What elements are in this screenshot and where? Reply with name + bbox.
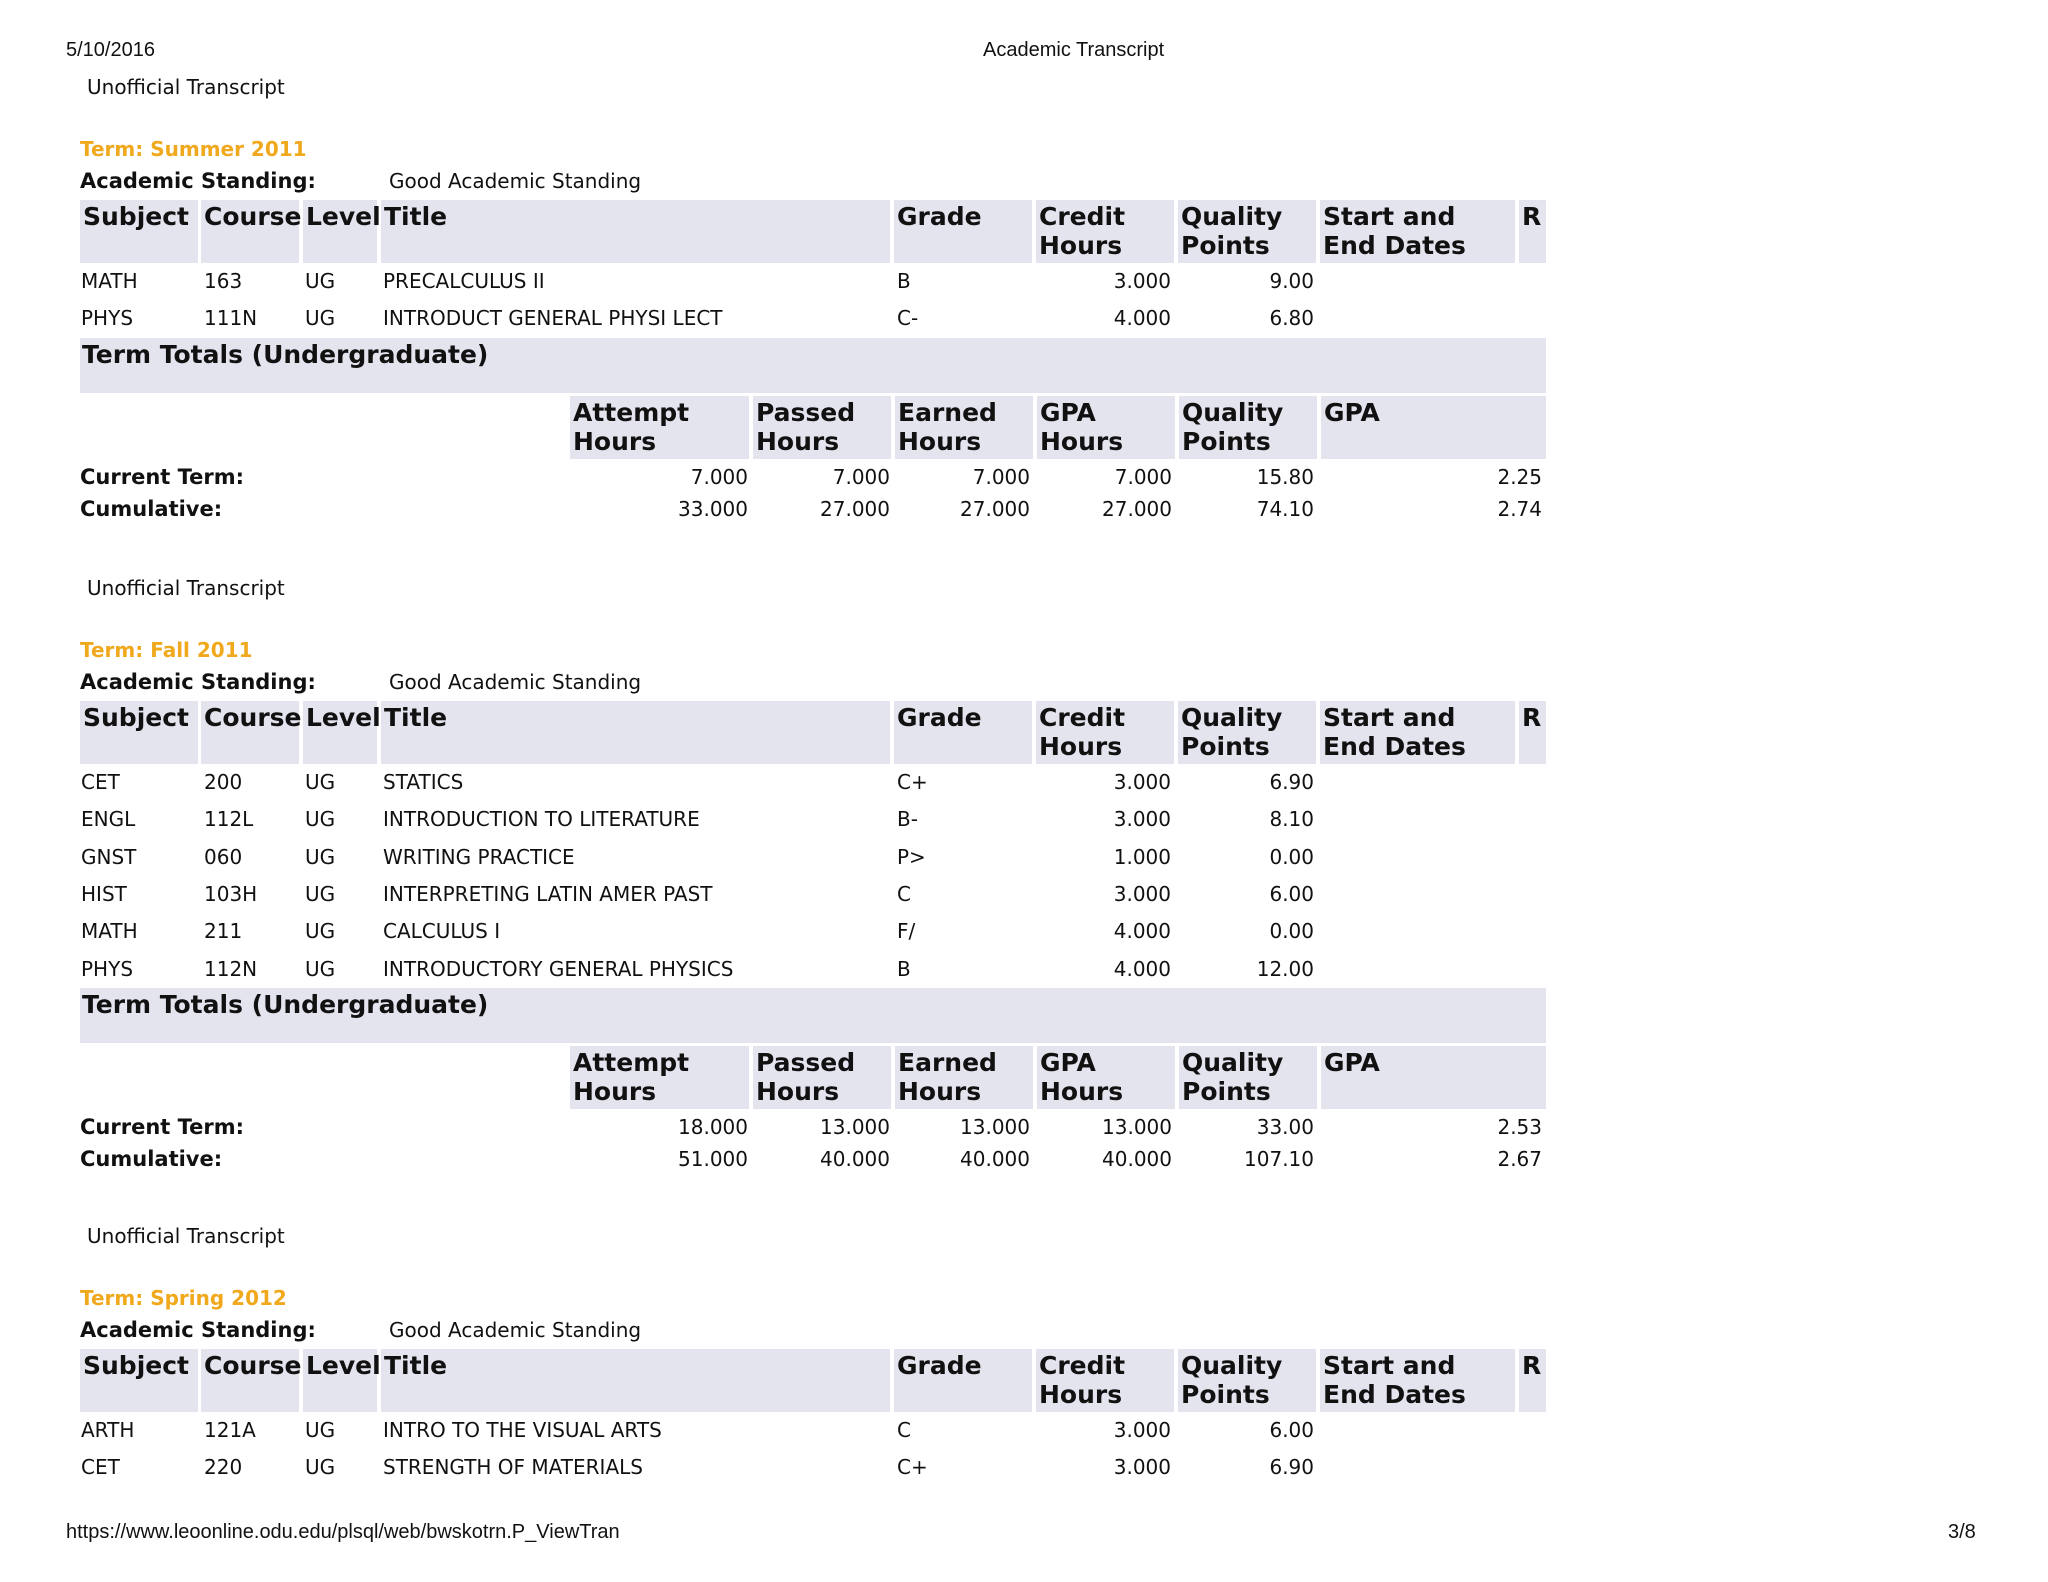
- course-cell: MATH: [81, 269, 138, 293]
- standing-label: Academic Standing:: [80, 1318, 316, 1342]
- course-header: R: [1519, 200, 1546, 263]
- cumulative-label: Cumulative:: [80, 1146, 223, 1171]
- totals-cell: 2.25: [1497, 464, 1542, 489]
- page-title: Academic Transcript: [983, 39, 1165, 61]
- standing-label: Academic Standing:: [80, 670, 316, 694]
- totals-header: Quality Points: [1179, 396, 1317, 459]
- course-cell: INTRODUCT GENERAL PHYSI LECT: [383, 306, 723, 331]
- course-cell: 0.00: [1269, 844, 1314, 869]
- totals-header: Quality Points: [1179, 1046, 1317, 1109]
- course-cell: UG: [305, 844, 336, 869]
- totals-cell: 13.000: [960, 1114, 1030, 1139]
- term-totals-title: Term Totals (Undergraduate): [82, 989, 489, 1019]
- course-cell: GNST: [81, 844, 137, 869]
- course-cell: B: [897, 956, 911, 981]
- totals-cell: 27.000: [820, 496, 890, 521]
- course-cell: 6.80: [1269, 306, 1314, 331]
- course-header: Course: [201, 701, 299, 764]
- course-header: Subject: [80, 1349, 198, 1412]
- course-cell: INTRO TO THE VISUAL ARTS: [383, 1418, 662, 1442]
- totals-cell: 107.10: [1244, 1146, 1314, 1171]
- course-cell: 200: [204, 770, 243, 794]
- course-header: R: [1519, 1349, 1546, 1412]
- course-cell: 112N: [204, 956, 258, 981]
- course-cell: CET: [81, 1455, 120, 1480]
- course-header: Grade: [894, 200, 1032, 263]
- course-cell: B: [897, 269, 911, 293]
- totals-cell: 18.000: [678, 1114, 748, 1139]
- course-cell: INTRODUCTORY GENERAL PHYSICS: [383, 956, 734, 981]
- course-cell: ARTH: [81, 1418, 135, 1442]
- course-header: Start and End Dates: [1320, 200, 1515, 263]
- totals-cell: 27.000: [1102, 496, 1172, 521]
- course-cell: 9.00: [1269, 269, 1314, 293]
- course-cell: 8.10: [1269, 807, 1314, 832]
- course-header: Course: [201, 200, 299, 263]
- course-header: Start and End Dates: [1320, 1349, 1515, 1412]
- course-cell: CET: [81, 770, 120, 794]
- course-header: Level: [303, 1349, 377, 1412]
- current-term-label: Current Term:: [80, 1114, 245, 1139]
- totals-header: GPA Hours: [1037, 1046, 1175, 1109]
- course-cell: 4.000: [1113, 919, 1171, 944]
- course-header: Credit Hours: [1036, 1349, 1174, 1412]
- course-cell: 12.00: [1256, 956, 1314, 981]
- course-cell: UG: [305, 919, 336, 944]
- course-cell: UG: [305, 1418, 336, 1442]
- standing-value: Good Academic Standing: [389, 1318, 642, 1342]
- totals-cell: 13.000: [1102, 1114, 1172, 1139]
- course-cell: 112L: [204, 807, 254, 832]
- totals-cell: 27.000: [960, 496, 1030, 521]
- course-header: Grade: [894, 701, 1032, 764]
- totals-header: Attempt Hours: [570, 1046, 749, 1109]
- course-cell: C: [897, 881, 911, 906]
- course-cell: INTRODUCTION TO LITERATURE: [383, 807, 700, 832]
- course-cell: UG: [305, 807, 336, 832]
- term-heading: Term: Fall 2011: [80, 638, 253, 662]
- totals-cell: 7.000: [972, 464, 1030, 489]
- course-cell: 0.00: [1269, 919, 1314, 944]
- totals-cell: 2.53: [1497, 1114, 1542, 1139]
- course-cell: PHYS: [81, 956, 134, 981]
- course-header: Quality Points: [1178, 200, 1316, 263]
- course-cell: 3.000: [1113, 1418, 1171, 1442]
- course-header: R: [1519, 701, 1546, 764]
- unofficial-label: Unofficial Transcript: [87, 75, 285, 99]
- course-cell: UG: [305, 881, 336, 906]
- term-heading: Term: Spring 2012: [80, 1286, 287, 1310]
- course-cell: 6.90: [1269, 1455, 1314, 1480]
- course-header: Quality Points: [1178, 1349, 1316, 1412]
- totals-cell: 7.000: [690, 464, 748, 489]
- course-header: Subject: [80, 701, 198, 764]
- course-cell: C-: [897, 306, 919, 331]
- course-header: Credit Hours: [1036, 701, 1174, 764]
- unofficial-label: Unofficial Transcript: [87, 576, 285, 600]
- cumulative-label: Cumulative:: [80, 496, 223, 521]
- totals-cell: 2.67: [1497, 1146, 1542, 1171]
- course-cell: PRECALCULUS II: [383, 269, 545, 293]
- course-cell: UG: [305, 770, 336, 794]
- term-heading: Term: Summer 2011: [80, 137, 307, 161]
- course-cell: STRENGTH OF MATERIALS: [383, 1455, 643, 1480]
- totals-cell: 13.000: [820, 1114, 890, 1139]
- course-header: Credit Hours: [1036, 200, 1174, 263]
- totals-cell: 2.74: [1497, 496, 1542, 521]
- totals-header: GPA: [1321, 1046, 1546, 1109]
- course-cell: C+: [897, 1455, 928, 1480]
- course-header: Title: [381, 1349, 890, 1412]
- totals-header: Passed Hours: [753, 1046, 891, 1109]
- page-url: https://www.leoonline.odu.edu/plsql/web/bwskotrn.P_ViewTran: [66, 1521, 620, 1543]
- course-cell: 211: [204, 919, 243, 944]
- course-cell: MATH: [81, 919, 138, 944]
- course-cell: 6.00: [1269, 881, 1314, 906]
- totals-header: Earned Hours: [895, 1046, 1033, 1109]
- course-cell: 3.000: [1113, 807, 1171, 832]
- course-cell: 1.000: [1113, 844, 1171, 869]
- course-header: Level: [303, 200, 377, 263]
- term-totals-band: [80, 988, 1546, 1043]
- totals-cell: 7.000: [832, 464, 890, 489]
- totals-cell: 33.000: [678, 496, 748, 521]
- standing-value: Good Academic Standing: [389, 169, 642, 193]
- course-cell: P>: [897, 844, 926, 869]
- print-date: 5/10/2016: [66, 39, 155, 61]
- course-cell: 4.000: [1113, 306, 1171, 331]
- course-cell: 6.00: [1269, 1418, 1314, 1442]
- totals-cell: 40.000: [820, 1146, 890, 1171]
- totals-header: Attempt Hours: [570, 396, 749, 459]
- standing-value: Good Academic Standing: [389, 670, 642, 694]
- course-cell: INTERPRETING LATIN AMER PAST: [383, 881, 713, 906]
- current-term-label: Current Term:: [80, 464, 245, 489]
- course-cell: STATICS: [383, 770, 464, 794]
- unofficial-label: Unofficial Transcript: [87, 1224, 285, 1248]
- course-header: Quality Points: [1178, 701, 1316, 764]
- page-number: 3/8: [1948, 1521, 1976, 1543]
- course-cell: 3.000: [1113, 770, 1171, 794]
- course-header: Grade: [894, 1349, 1032, 1412]
- course-header: Title: [381, 200, 890, 263]
- course-cell: UG: [305, 956, 336, 981]
- course-cell: 6.90: [1269, 770, 1314, 794]
- totals-cell: 51.000: [678, 1146, 748, 1171]
- course-cell: CALCULUS I: [383, 919, 501, 944]
- course-cell: C: [897, 1418, 911, 1442]
- course-header: Course: [201, 1349, 299, 1412]
- course-header: Level: [303, 701, 377, 764]
- totals-cell: 40.000: [1102, 1146, 1172, 1171]
- totals-cell: 7.000: [1114, 464, 1172, 489]
- course-cell: UG: [305, 1455, 336, 1480]
- course-header: Subject: [80, 200, 198, 263]
- course-cell: 163: [204, 269, 243, 293]
- totals-cell: 40.000: [960, 1146, 1030, 1171]
- course-cell: 111N: [204, 306, 258, 331]
- course-cell: ENGL: [81, 807, 136, 832]
- course-cell: 121A: [204, 1418, 256, 1442]
- course-header: Title: [381, 701, 890, 764]
- totals-header: GPA Hours: [1037, 396, 1175, 459]
- course-header: Start and End Dates: [1320, 701, 1515, 764]
- course-cell: HIST: [81, 881, 127, 906]
- course-cell: UG: [305, 269, 336, 293]
- course-cell: 3.000: [1113, 1455, 1171, 1480]
- course-cell: C+: [897, 770, 928, 794]
- totals-header: GPA: [1321, 396, 1546, 459]
- course-cell: 220: [204, 1455, 243, 1480]
- course-cell: UG: [305, 306, 336, 331]
- term-totals-title: Term Totals (Undergraduate): [82, 339, 489, 369]
- course-cell: PHYS: [81, 306, 134, 331]
- totals-cell: 74.10: [1256, 496, 1314, 521]
- course-cell: 103H: [204, 881, 258, 906]
- totals-header: Passed Hours: [753, 396, 891, 459]
- totals-cell: 15.80: [1256, 464, 1314, 489]
- course-cell: 4.000: [1113, 956, 1171, 981]
- course-cell: 3.000: [1113, 269, 1171, 293]
- totals-header: Earned Hours: [895, 396, 1033, 459]
- standing-label: Academic Standing:: [80, 169, 316, 193]
- course-cell: 3.000: [1113, 881, 1171, 906]
- totals-cell: 33.00: [1256, 1114, 1314, 1139]
- course-cell: F/: [897, 919, 916, 944]
- course-cell: B-: [897, 807, 918, 832]
- course-cell: WRITING PRACTICE: [383, 844, 575, 869]
- course-cell: 060: [204, 844, 243, 869]
- term-totals-band: [80, 338, 1546, 393]
